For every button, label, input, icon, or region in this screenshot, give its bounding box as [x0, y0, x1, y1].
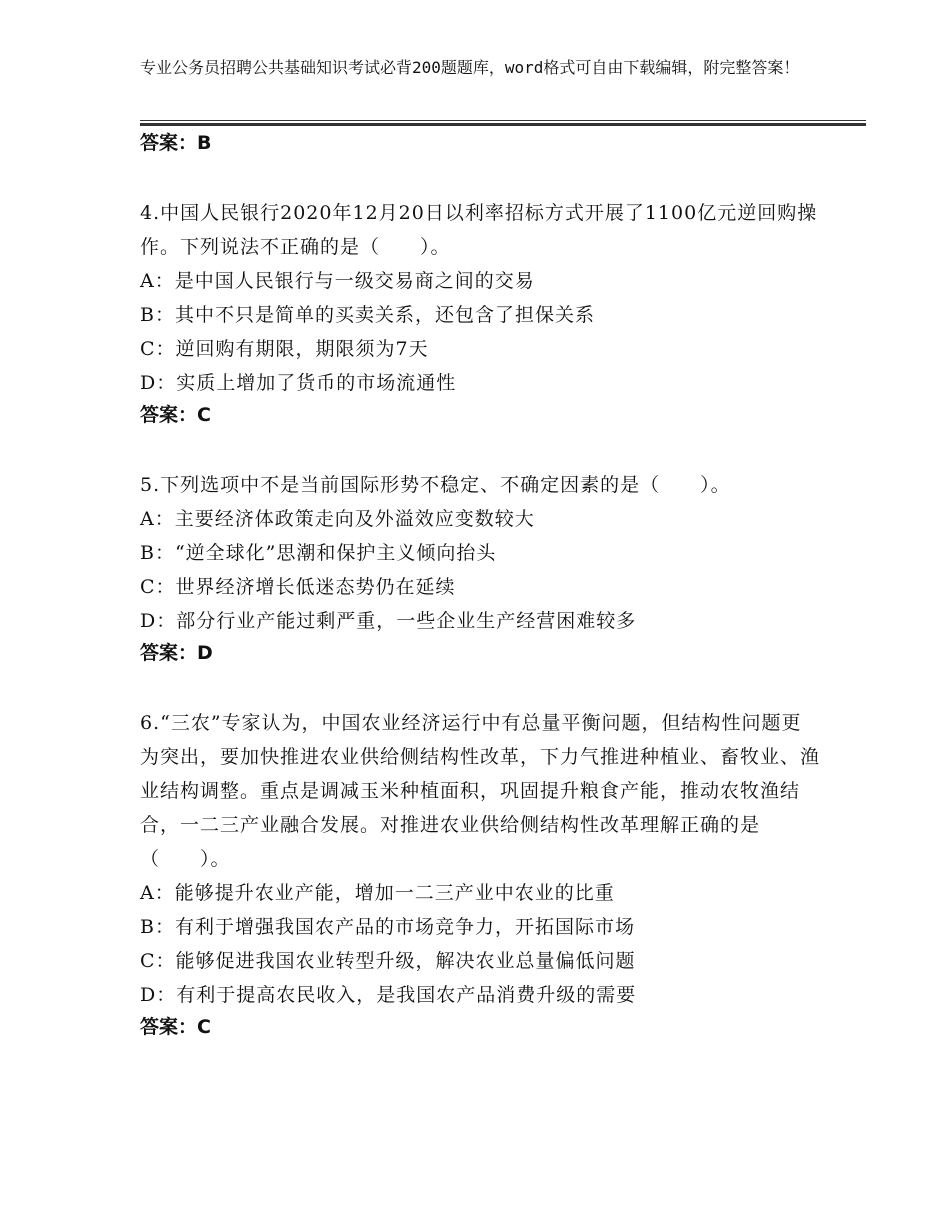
answer-label: 答案： — [140, 404, 198, 426]
option-a: A：是中国人民银行与一级交易商之间的交易 — [140, 270, 535, 292]
question-6 — [140, 706, 820, 1042]
answer-value: D — [197, 642, 213, 664]
answer-value: C — [197, 404, 211, 426]
answer-label: 答案： — [140, 132, 198, 154]
option-c: C：能够促进我国农业转型升级，解决农业总量偏低问题 — [140, 950, 636, 972]
option-a: A：能够提升农业产能，增加一二三产业中农业的比重 — [140, 882, 615, 904]
question-stem: 4.中国人民银行2020年12月20日以利率招标方式开展了1100亿元逆回购操作。下列说法不正确的是（ ）。 — [140, 202, 818, 258]
answer-value: C — [197, 1016, 211, 1038]
option-d: D：部分行业产能过剩严重，一些企业生产经营困难较多 — [140, 610, 637, 632]
answer-value: B — [197, 132, 212, 154]
answer-label: 答案： — [140, 1016, 198, 1038]
option-a: A：主要经济体政策走向及外溢效应变数较大 — [140, 508, 535, 530]
option-b: B：有利于增强我国农产品的市场竞争力，开拓国际市场 — [140, 916, 635, 938]
document-body — [140, 128, 820, 1042]
question-4 — [140, 196, 820, 430]
question-stem: 5.下列选项中不是当前国际形势不稳定、不确定因素的是（ ）。 — [140, 474, 731, 496]
answer-line — [140, 638, 820, 668]
option-b: B：“逆全球化”思潮和保护主义倾向抬头 — [140, 542, 497, 564]
option-c: C：世界经济增长低迷态势仍在延续 — [140, 576, 456, 598]
answer-label: 答案： — [140, 642, 198, 664]
question-stem: 6.“三农”专家认为，中国农业经济运行中有总量平衡问题，但结构性问题更为突出，要加快推进农业供给侧结构性改革，下力气推进种植业、畜牧业、渔业结构调整。重点是调减玉米种植面积，巩固提升粮食产能，推动农牧渔结合，一二三产业融合发展。对推进农业供给侧结构性改革理解正确的是（ ）。 — [140, 712, 821, 870]
option-b: B：其中不只是简单的买卖关系，还包含了担保关系 — [140, 304, 595, 326]
option-d: D：有利于提高农民收入，是我国农产品消费升级的需要 — [140, 984, 637, 1006]
header-divider — [140, 120, 866, 126]
answer-line — [140, 1012, 820, 1042]
option-d: D：实质上增加了货币的市场流通性 — [140, 372, 457, 394]
document-header — [140, 56, 830, 80]
option-c: C：逆回购有期限，期限须为7天 — [140, 338, 429, 360]
answer-line — [140, 128, 820, 158]
question-5 — [140, 468, 820, 668]
answer-line — [140, 400, 820, 430]
header-text: 专业公务员招聘公共基础知识考试必背200题题库，word格式可自由下载编辑，附完整答案！ — [140, 58, 800, 77]
